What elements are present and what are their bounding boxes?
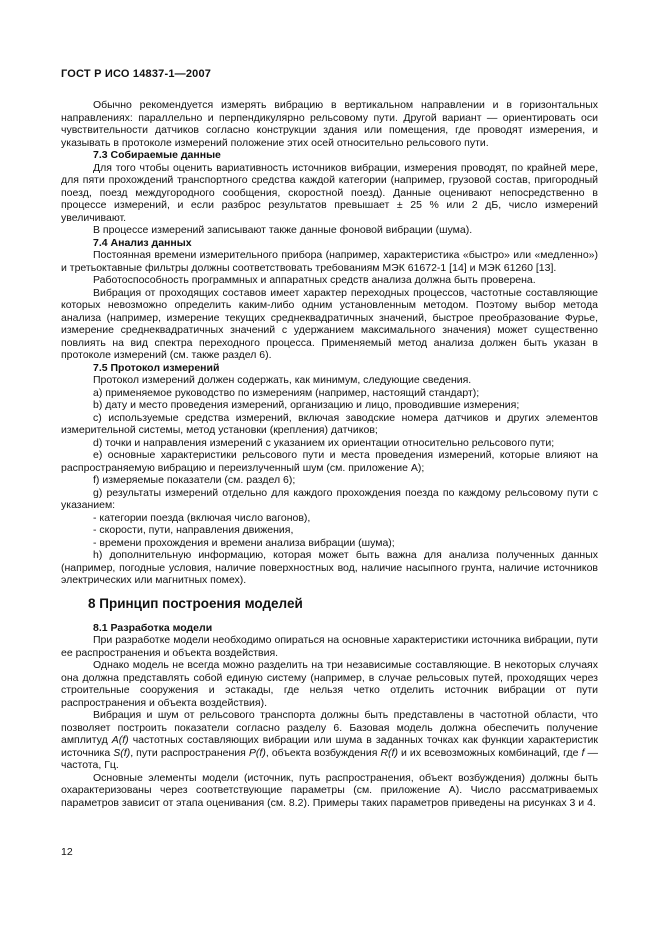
- text-run: , объекта возбуждения: [265, 746, 381, 759]
- list-item-b: b) дату и место проведения измерений, организацию и лицо, проводившие измерения;: [93, 399, 520, 411]
- chapter-heading-8: 8 Принцип построения моделей: [88, 595, 303, 611]
- list-item-a: a) применяемое руководство по измерениям (например, настоящий стандарт);: [93, 386, 480, 399]
- text-run: — частота, Гц.: [61, 746, 599, 771]
- paragraph: При разработке модели необходимо опираться на основные характеристики источника вибрации, пути ее распространения и объекта воздействия.: [61, 634, 598, 659]
- paragraph: Основные элементы модели (источник, путь распространения, объект возбуждения) должны быть охарактеризованы через соответствующие параметры (см. приложение А). Число рассматриваемых параметров зависит от этапа оценивания (см. 8.2). Примеры таких параметров приведены на рисунках 3 и 4.: [61, 771, 598, 809]
- text-run: частотных составляющих вибрации или шума в заданных точках как функции характеристик источника: [61, 734, 598, 759]
- list-item-h: h) дополнительную информацию, которая может быть важна для анализа полученных данных (например, погодные условия, наличие поверхностных вод, наличие насыпного грунта, наличие источников электрических или магнитных помех).: [61, 549, 598, 586]
- paragraph: В процессе измерений записывают также данные фоновой вибрации (шума).: [93, 224, 473, 236]
- paragraph: Протокол измерений должен содержать, как минимум, следующие сведения.: [93, 374, 472, 386]
- list-item-f: f) измеряемые показатели (см. раздел 6);: [93, 474, 296, 486]
- dash-item: - времени прохождения и времени анализа вибрации (шума);: [93, 536, 395, 549]
- dash-item: - категории поезда (включая число вагонов),: [93, 511, 311, 524]
- text-run: , пути распространения: [130, 746, 249, 759]
- paragraph: Работоспособность программных и аппаратных средств анализа должна быть проверена.: [93, 274, 536, 286]
- document-header: ГОСТ Р ИСО 14837-1—2007: [61, 68, 212, 80]
- paragraph: Обычно рекомендуется измерять вибрацию в вертикальном направлении и в горизонтальных направлениях: параллельно и перпендикулярно рельсовому пути. Другой вариант — ориентировать оси чувствительности датчиков согласно конструкции здания или помещения, где проводят измерения, и указывать в протоколе измерений положение этих осей относительно рельсового пути.: [61, 99, 598, 149]
- text-run: Вибрация и шум от рельсового транспорта должны быть представлены в частотной области, что позволяет построить показатели согласно разделу 6. Базовая модель должна обеспечить получение амплитуд: [61, 709, 598, 746]
- text-run: и их всевозможных комбинаций, где: [397, 746, 582, 759]
- math-variable: S(f): [113, 746, 131, 759]
- list-item-c: c) используемые средства измерений, включая заводские номера датчиков и других элементов измерительной системы, метод установки (крепления) датчиков;: [61, 411, 598, 436]
- math-variable: f: [581, 746, 585, 759]
- paragraph: Для того чтобы оценить вариативность источников вибрации, измерения проводят, по крайней мере, для пяти прохождений транспортного средства каждой категории (например, грузовой состав, пригородный поезд, поезд междугородного сообщения, скоростной поезд). Данные оценивают непосредственно в процессе измерений, и если разброс результатов превышает ± 25 % или 2 дБ, число измерений увеличивают.: [61, 161, 598, 224]
- math-variable: R(f): [380, 746, 398, 759]
- dash-item: - скорости, пути, направления движения,: [93, 524, 294, 536]
- paragraph: Вибрация от проходящих составов имеет характер переходных процессов, частотные составляющие которых невозможно определить каким-либо одним установленным методом. Поэтому выбор метода анализа (например, измерение текущих среднеквадратичных значений, быстрое преобразование Фурье, измерение среднеквадратичных значений с удержанием максимального значения) может существенно повлиять на вид спектра переходного процесса. Применяемый метод анализа должен быть указан в протоколе измерений (см. также раздел 6).: [61, 286, 598, 361]
- text-column: [61, 68, 598, 809]
- paragraph-with-formulas: [61, 709, 598, 772]
- math-variable: A(f): [111, 734, 129, 746]
- section-heading-8-1: 8.1 Разработка модели: [93, 621, 213, 634]
- math-variable: P(f): [248, 746, 266, 759]
- paragraph: Постоянная времени измерительного прибора (например, характеристика «быстро» или «медленно») и третьоктавные фильтры должны соответствовать требованиям МЭК 61672-1 [14] и МЭК 61260 [13].: [61, 249, 598, 274]
- list-item-g: g) результаты измерений отдельно для каждого прохождения поезда по каждому рельсовому пути с указанием:: [61, 486, 598, 511]
- list-item-e: e) основные характеристики рельсового пути и места проведения измерений, которые влияют на распространяемую вибрацию и переизлученный шум (см. приложение А);: [61, 449, 598, 474]
- section-heading-7-3: 7.3 Собираемые данные: [93, 149, 221, 161]
- section-heading-7-5: 7.5 Протокол измерений: [93, 361, 220, 374]
- paragraph: Однако модель не всегда можно разделить на три независимые составляющие. В некоторых случаях она должна представлять собой единую систему (например, в случае рельсовых путей, проходящих через строительные сооружения и эстакады, где нельзя четко отделить источник вибрации от пути распространения и объекта воздействия).: [61, 659, 598, 709]
- page-number: 12: [61, 846, 73, 858]
- list-item-d: d) точки и направления измерений с указанием их ориентации относительно рельсового пути;: [93, 436, 555, 449]
- section-heading-7-4: 7.4 Анализ данных: [93, 236, 192, 249]
